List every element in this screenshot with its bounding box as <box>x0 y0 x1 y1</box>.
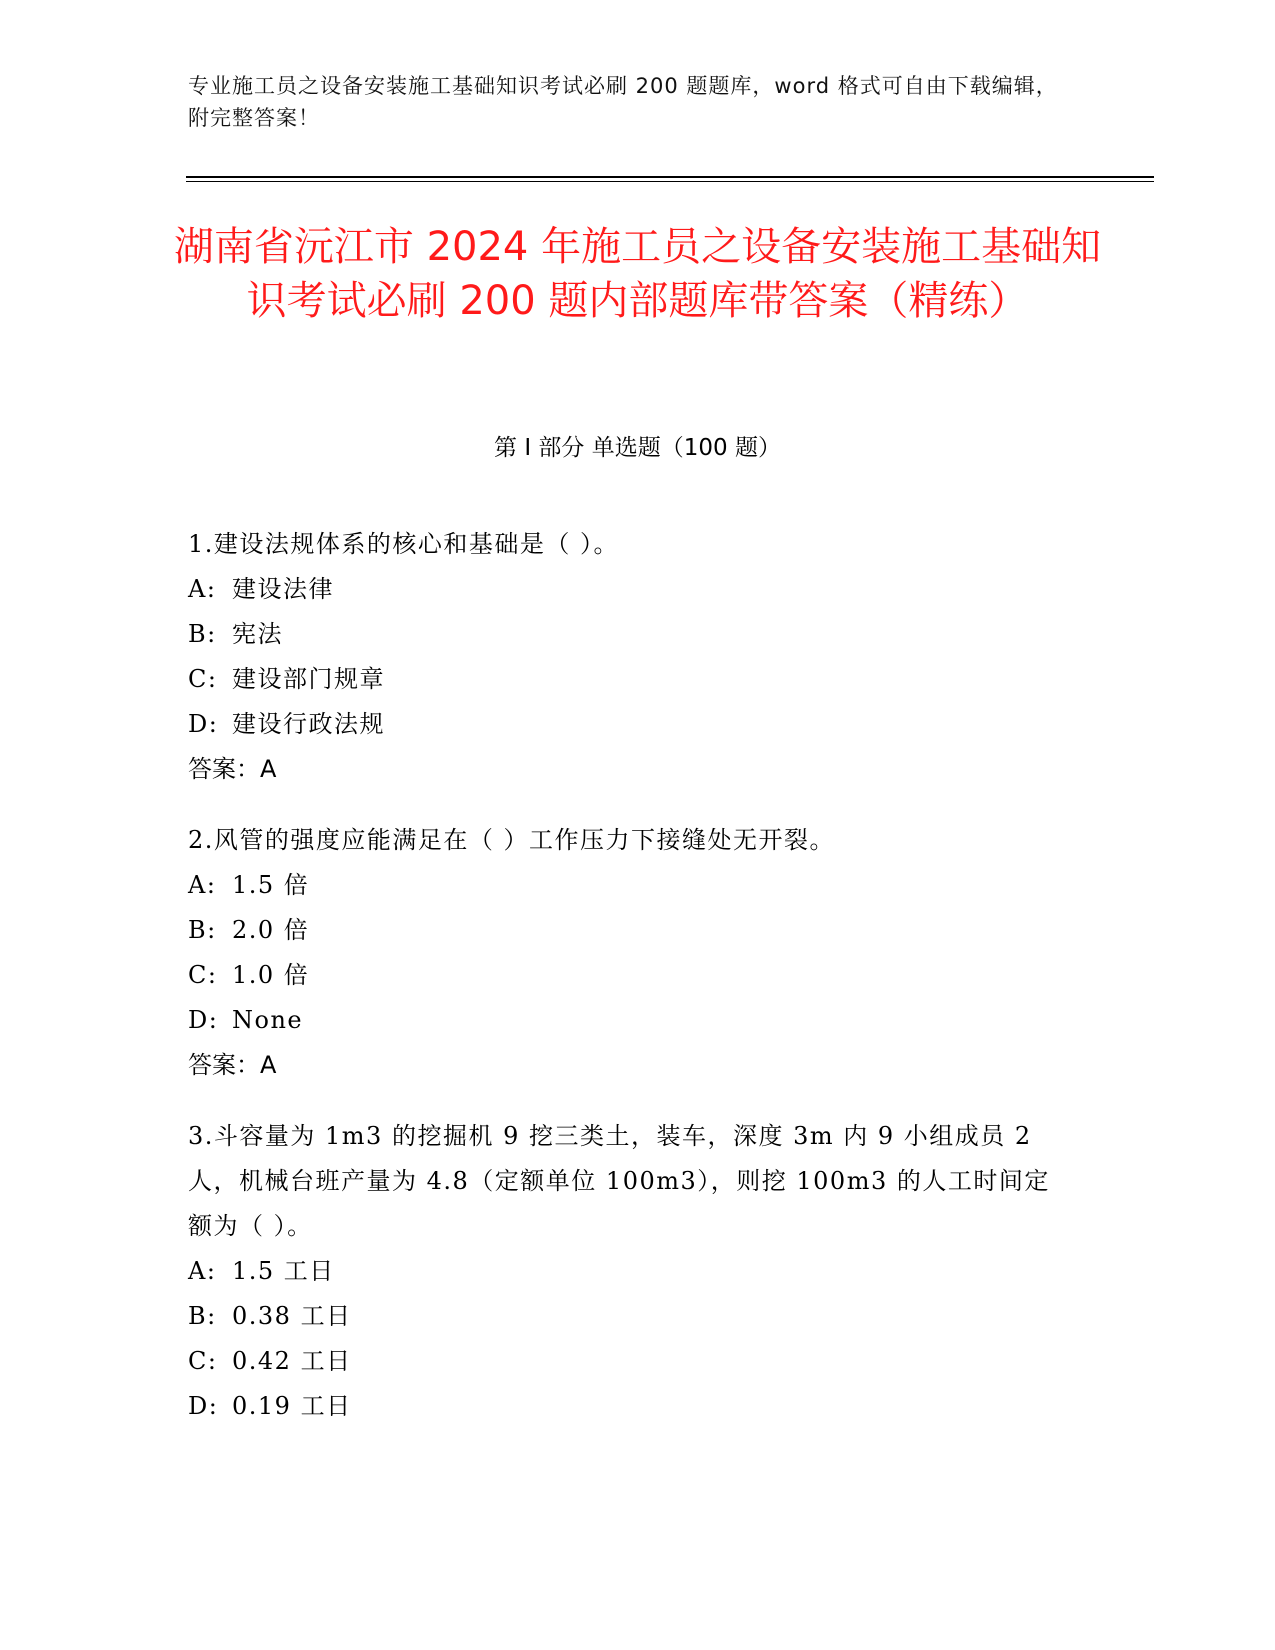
option-text: 0.38 工日 <box>232 1302 352 1330</box>
section-heading: 第 I 部分 单选题（100 题） <box>494 435 781 461</box>
option-b <box>188 1294 1068 1339</box>
option-key: C: <box>188 1347 218 1375</box>
option-text: 1.0 倍 <box>232 961 310 989</box>
option-text: 1.5 倍 <box>232 871 310 899</box>
option-key: D: <box>188 710 219 738</box>
question-3 <box>188 1114 1068 1429</box>
answer-line: 答案：A <box>188 755 277 783</box>
question-list <box>188 528 1068 1461</box>
option-b <box>188 908 1068 953</box>
option-key: D: <box>188 1006 219 1034</box>
header-rule-thin <box>186 181 1154 182</box>
question-stem: 3.斗容量为 1m3 的挖掘机 9 挖三类土，装车，深度 3m 内 9 小组成员 2 人，机械台班产量为 4.8（定额单位 100m3），则挖 100m3 的人工时间定额为（ ）。 <box>188 1122 1050 1240</box>
option-d <box>188 998 1068 1043</box>
option-key: C: <box>188 961 218 989</box>
option-key: B: <box>188 620 217 648</box>
header-rule-thick <box>186 176 1154 178</box>
option-a <box>188 567 1068 612</box>
question-stem: 2.风管的强度应能满足在（ ）工作压力下接缝处无开裂。 <box>188 826 836 854</box>
option-a <box>188 1249 1068 1294</box>
option-key: C: <box>188 665 218 693</box>
option-key: B: <box>188 916 217 944</box>
option-text: 宪法 <box>232 620 283 648</box>
option-d <box>188 702 1068 747</box>
option-text: 建设部门规章 <box>232 665 385 693</box>
header-note: 专业施工员之设备安装施工基础知识考试必刷 200 题题库，word 格式可自由下载编辑，附完整答案！ <box>188 74 1058 130</box>
option-text: 1.5 工日 <box>232 1257 335 1285</box>
option-key: B: <box>188 1302 217 1330</box>
option-key: D: <box>188 1392 219 1420</box>
option-text: 建设法律 <box>232 575 334 603</box>
option-text: None <box>232 1006 304 1034</box>
option-a <box>188 863 1068 908</box>
option-text: 2.0 倍 <box>232 916 310 944</box>
option-c <box>188 657 1068 702</box>
question-1 <box>188 522 1068 792</box>
option-key: A: <box>188 1257 217 1285</box>
option-text: 0.19 工日 <box>232 1392 352 1420</box>
option-d <box>188 1384 1068 1429</box>
document-title: 湖南省沅江市 2024 年施工员之设备安装施工基础知识考试必刷 200 题内部题库带答案（精练） <box>173 224 1102 324</box>
option-key: A: <box>188 575 217 603</box>
option-c <box>188 953 1068 998</box>
option-c <box>188 1339 1068 1384</box>
option-text: 0.42 工日 <box>232 1347 352 1375</box>
answer-line: 答案：A <box>188 1051 277 1079</box>
option-key: A: <box>188 871 217 899</box>
option-b <box>188 612 1068 657</box>
question-stem: 1.建设法规体系的核心和基础是（ ）。 <box>188 530 620 558</box>
option-text: 建设行政法规 <box>232 710 385 738</box>
question-2 <box>188 818 1068 1088</box>
